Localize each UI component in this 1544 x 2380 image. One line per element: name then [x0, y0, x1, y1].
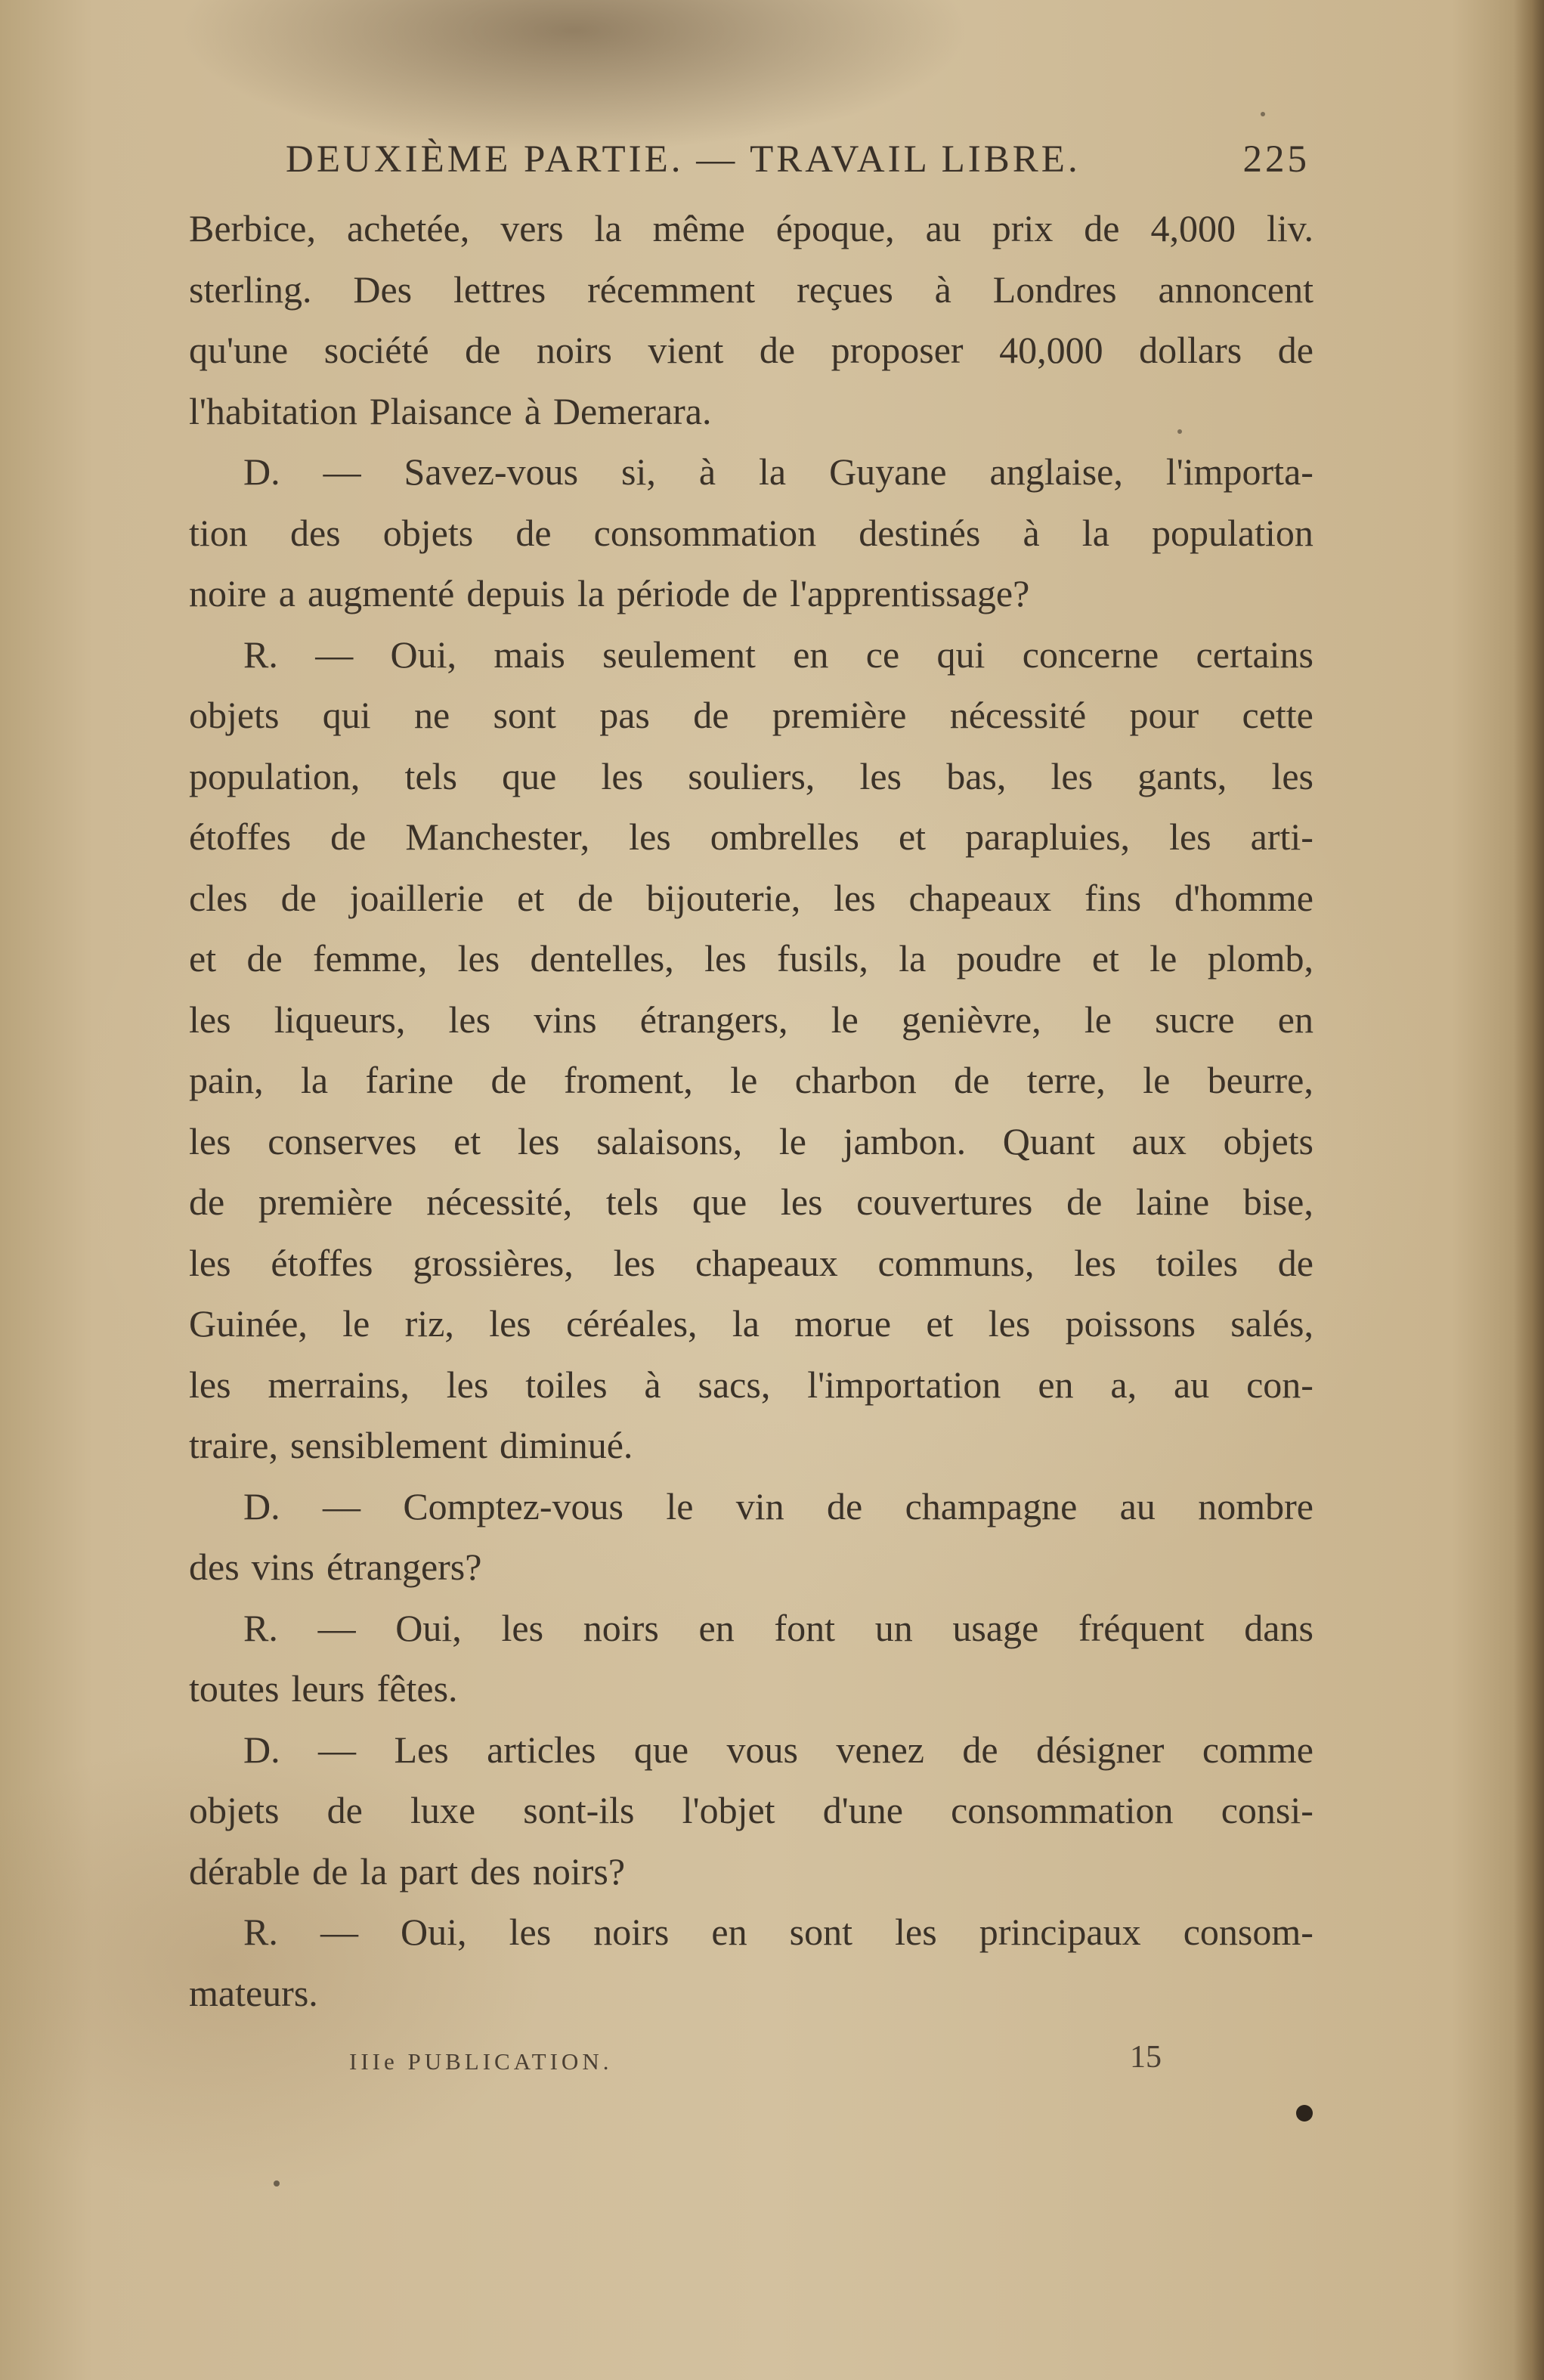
text-word: de	[1277, 329, 1313, 371]
ink-speck	[274, 2180, 280, 2187]
text-word: R.	[243, 633, 278, 676]
text-word: première	[258, 1181, 393, 1223]
ink-speck	[1177, 429, 1182, 434]
text-word: si,	[621, 450, 656, 493]
text-word: les	[189, 1119, 231, 1162]
text-word: qu'une	[189, 329, 289, 371]
text-word: Savez-vous	[404, 450, 579, 493]
text-word: vins	[534, 998, 597, 1041]
page-number: 225	[1242, 138, 1310, 181]
text-word: au	[925, 207, 961, 249]
text-word: liv.	[1266, 207, 1313, 249]
text-word: à	[1023, 511, 1040, 554]
text-word: étrangers?	[326, 1546, 482, 1588]
text-word: les	[489, 1302, 531, 1345]
text-word: qui	[936, 633, 985, 676]
text-word: Comptez-vous	[403, 1484, 623, 1527]
text-word: noirs	[593, 1911, 670, 1953]
text-line	[189, 746, 1313, 807]
text-word: ne	[414, 694, 450, 736]
text-word: a,	[1110, 1363, 1137, 1406]
text-word: objets	[189, 1789, 280, 1831]
text-word: de	[330, 816, 367, 858]
text-word: D.	[243, 1728, 280, 1771]
text-word: leurs	[291, 1667, 365, 1710]
text-word: la	[360, 1849, 388, 1893]
text-word: nécessité,	[426, 1181, 573, 1223]
text-word: traire,	[189, 1424, 278, 1466]
text-word: et	[898, 816, 927, 858]
text-word: comme	[1202, 1728, 1313, 1771]
text-word: la	[577, 572, 605, 614]
text-word: les	[1169, 816, 1211, 858]
text-word: de	[515, 511, 552, 554]
text-word: vers	[500, 207, 564, 249]
text-word: bijouterie,	[646, 876, 801, 919]
text-word: Demerara.	[552, 389, 712, 432]
text-word: les	[501, 1606, 544, 1649]
text-word: première	[772, 694, 907, 736]
text-word: en	[1038, 1363, 1074, 1406]
text-word: la	[759, 450, 787, 493]
text-word: Guinée,	[189, 1302, 308, 1345]
text-word: que	[633, 1728, 689, 1771]
text-word: souliers,	[688, 754, 815, 797]
text-word: société	[323, 329, 429, 371]
text-word: de	[954, 1059, 990, 1101]
text-word: Oui,	[390, 633, 457, 676]
text-word: des	[470, 1849, 521, 1893]
ink-speck	[1296, 2105, 1313, 2122]
text-line	[189, 1780, 1313, 1841]
text-word: consommation	[951, 1789, 1174, 1831]
text-word: Plaisance	[369, 389, 512, 432]
text-word: seulement	[602, 633, 756, 676]
text-word: dentelles,	[530, 937, 674, 980]
text-word: objets	[1223, 1119, 1313, 1162]
text-line	[189, 1537, 1313, 1598]
text-word: de	[280, 876, 317, 919]
text-word: 4,000	[1150, 207, 1236, 249]
text-word: D.	[243, 1484, 280, 1527]
text-word: grossières,	[413, 1241, 574, 1284]
text-word: l'habitation	[189, 389, 357, 432]
text-word: les	[517, 1119, 560, 1162]
text-word: morue	[794, 1302, 892, 1345]
text-word: vins	[251, 1546, 315, 1588]
text-line	[189, 1293, 1313, 1354]
text-word: bise,	[1242, 1181, 1313, 1223]
text-line	[189, 1598, 1313, 1659]
text-line	[189, 1902, 1313, 1963]
text-line	[189, 1476, 1313, 1537]
text-word: Manchester,	[405, 816, 590, 858]
text-line	[189, 563, 1313, 624]
text-word: vient	[648, 329, 724, 371]
text-word: font	[774, 1606, 835, 1649]
text-word: tion	[189, 511, 248, 554]
text-line	[189, 1415, 1313, 1476]
text-word: farine	[365, 1059, 454, 1101]
text-word: R.	[243, 1911, 278, 1953]
text-word: période	[616, 572, 730, 614]
text-word: le	[342, 1302, 370, 1345]
text-word: tels	[605, 1181, 659, 1223]
text-word: Les	[394, 1728, 449, 1771]
text-word: l'objet	[682, 1789, 775, 1831]
text-word: sont	[789, 1911, 853, 1953]
text-word: —	[317, 1606, 356, 1649]
text-word: à	[934, 268, 951, 311]
text-line	[189, 320, 1313, 381]
text-word: sensiblement	[289, 1424, 488, 1466]
text-word: conserves	[268, 1119, 417, 1162]
text-word: dollars	[1139, 329, 1242, 371]
text-line	[189, 1171, 1313, 1233]
text-word: achetée,	[346, 207, 470, 249]
text-word: annoncent	[1158, 268, 1313, 311]
running-title: DEUXIÈME PARTIE. — TRAVAIL LIBRE.	[286, 138, 1081, 181]
text-word: de	[827, 1484, 863, 1527]
text-word: dans	[1244, 1606, 1313, 1649]
text-word: le	[1149, 937, 1177, 980]
text-word: charbon	[794, 1059, 917, 1101]
text-word: les	[895, 1911, 937, 1953]
text-word: de	[693, 694, 729, 736]
text-word: sacs,	[698, 1363, 771, 1406]
text-word: merrains,	[268, 1363, 410, 1406]
text-line	[189, 1354, 1313, 1416]
text-word: les	[859, 754, 902, 797]
text-word: toutes	[189, 1667, 280, 1710]
text-word: de	[312, 1849, 348, 1893]
text-word: 40,000	[999, 329, 1103, 371]
text-line	[189, 928, 1313, 989]
text-word: la	[899, 937, 927, 980]
text-word: salés,	[1230, 1302, 1313, 1345]
text-word: destinés	[859, 511, 981, 554]
text-line	[189, 381, 1313, 442]
text-word: mateurs.	[189, 1971, 318, 2014]
text-word: de	[759, 329, 796, 371]
text-word: étoffes	[189, 816, 292, 858]
sheet-number: 15	[1130, 2040, 1162, 2075]
text-word: Quant	[1002, 1119, 1095, 1162]
text-word: toiles	[525, 1363, 608, 1406]
text-word: de	[246, 937, 283, 980]
text-word: à	[644, 1363, 661, 1406]
text-word: noirs	[583, 1606, 659, 1649]
text-word: les	[189, 1241, 231, 1284]
text-word: au	[1174, 1363, 1210, 1406]
text-word: désigner	[1036, 1728, 1165, 1771]
text-word: le	[1143, 1059, 1171, 1101]
text-line	[189, 989, 1313, 1051]
text-word: la	[732, 1302, 760, 1345]
text-word: chapeaux	[908, 876, 1052, 919]
text-word: que	[692, 1181, 747, 1223]
text-word: nécessité	[949, 694, 1087, 736]
text-word: consi-	[1221, 1789, 1313, 1831]
text-word: les	[613, 1241, 656, 1284]
text-word: fins	[1085, 876, 1142, 919]
text-word: reçues	[797, 268, 893, 311]
text-line	[189, 259, 1313, 320]
text-word: vous	[726, 1728, 798, 1771]
text-word: de	[741, 572, 778, 614]
text-word: étoffes	[271, 1241, 373, 1284]
text-word: le	[1084, 998, 1112, 1041]
text-word: de	[1084, 207, 1120, 249]
text-word: de	[962, 1728, 998, 1771]
text-word: en	[1277, 998, 1313, 1041]
text-word: un	[874, 1606, 913, 1649]
text-word: des	[289, 511, 341, 554]
text-word: les	[446, 1363, 489, 1406]
text-line	[189, 624, 1313, 686]
text-word: de	[490, 1059, 527, 1101]
text-word: population,	[189, 754, 360, 797]
text-word: terre,	[1026, 1059, 1106, 1101]
text-line	[189, 1841, 1313, 1902]
text-word: céréales,	[566, 1302, 698, 1345]
text-word: Londres	[992, 268, 1117, 311]
text-word: en	[698, 1606, 735, 1649]
text-word: et	[189, 937, 217, 980]
text-word: communs,	[877, 1241, 1035, 1284]
text-word: couvertures	[856, 1181, 1033, 1223]
text-word: joaillerie	[349, 876, 484, 919]
text-word: en	[711, 1911, 747, 1953]
text-word: cette	[1242, 694, 1313, 736]
text-line	[189, 1111, 1313, 1172]
text-word: l'importation	[807, 1363, 1001, 1406]
text-word: de	[1277, 1241, 1313, 1284]
text-word: qui	[322, 694, 371, 736]
text-line	[189, 868, 1313, 929]
text-word: sterling.	[189, 268, 312, 311]
text-word: —	[323, 450, 361, 493]
text-word: la	[594, 207, 622, 249]
text-word: usage	[952, 1606, 1039, 1649]
text-word: fréquent	[1078, 1606, 1205, 1649]
text-word: poudre	[956, 937, 1062, 980]
text-word: les	[457, 937, 500, 980]
text-word: ombrelles	[710, 816, 859, 858]
text-word: les	[189, 998, 231, 1041]
text-word: à	[524, 389, 541, 432]
text-word: l'apprentissage?	[790, 572, 1030, 614]
text-word: toiles	[1156, 1241, 1238, 1284]
running-header	[286, 138, 1310, 190]
text-word: salaisons,	[596, 1119, 743, 1162]
text-word: part	[399, 1849, 459, 1893]
text-word: ce	[865, 633, 900, 676]
text-word: pain,	[189, 1059, 264, 1101]
text-word: Des	[353, 268, 413, 311]
text-word: de	[1066, 1181, 1103, 1223]
text-word: récemment	[587, 268, 756, 311]
text-word: pour	[1129, 694, 1199, 736]
text-word: à	[698, 450, 716, 493]
text-word: dérable	[189, 1849, 301, 1893]
text-word: D.	[243, 450, 280, 493]
text-word: a	[278, 572, 295, 614]
text-word: Berbice,	[189, 207, 316, 249]
text-word: époque,	[775, 207, 895, 249]
text-word: prix	[992, 207, 1054, 249]
text-word: beurre,	[1207, 1059, 1313, 1101]
text-word: de	[189, 1181, 225, 1223]
text-word: aux	[1131, 1119, 1187, 1162]
text-word: depuis	[466, 572, 565, 614]
text-word: —	[315, 633, 354, 676]
text-word: liqueurs,	[274, 998, 406, 1041]
text-word: les	[834, 876, 876, 919]
text-word: cles	[189, 876, 248, 919]
text-word: laine	[1135, 1181, 1210, 1223]
text-word: lettres	[453, 268, 546, 311]
text-word: population	[1152, 511, 1313, 554]
ink-speck	[1261, 112, 1265, 116]
text-word: des	[189, 1546, 240, 1588]
text-word: tels	[404, 754, 457, 797]
text-line	[189, 1658, 1313, 1719]
text-word: sont	[493, 694, 556, 736]
text-word: anglaise,	[989, 450, 1123, 493]
text-word: arti-	[1250, 816, 1313, 858]
text-word: de	[577, 876, 614, 919]
text-word: concerne	[1022, 633, 1159, 676]
text-word: le	[666, 1484, 694, 1527]
text-word: gants,	[1137, 754, 1227, 797]
text-word: objets	[189, 694, 280, 736]
text-word: de	[465, 329, 501, 371]
text-word: principaux	[979, 1911, 1141, 1953]
text-word: que	[502, 754, 557, 797]
text-word: bas,	[946, 754, 1007, 797]
text-word: fêtes.	[376, 1667, 458, 1710]
text-word: en	[793, 633, 829, 676]
text-line	[189, 503, 1313, 564]
text-word: nombre	[1198, 1484, 1313, 1527]
text-word: con-	[1246, 1363, 1313, 1406]
text-line	[189, 1963, 1313, 2024]
signature-mark: IIIe PUBLICATION.	[349, 2048, 613, 2075]
text-word: les	[189, 1363, 231, 1406]
text-word: noire	[189, 572, 267, 614]
text-word: le	[778, 1119, 806, 1162]
text-word: les	[1074, 1241, 1116, 1284]
text-word: venez	[836, 1728, 924, 1771]
text-word: consommation	[593, 511, 817, 554]
text-word: sucre	[1155, 998, 1235, 1041]
text-word: le	[831, 998, 859, 1041]
text-line	[189, 1050, 1313, 1111]
text-word: pas	[599, 694, 650, 736]
text-word: champagne	[905, 1484, 1078, 1527]
text-word: parapluies,	[965, 816, 1131, 858]
text-word: vin	[735, 1484, 784, 1527]
page-spine-shadow	[1514, 0, 1544, 2380]
text-word: luxe	[410, 1789, 476, 1831]
text-word: —	[320, 1911, 358, 1953]
text-word: les	[601, 754, 644, 797]
text-line	[189, 806, 1313, 868]
text-word: consom-	[1183, 1911, 1313, 1953]
text-word: même	[652, 207, 745, 249]
text-word: Oui,	[395, 1606, 462, 1649]
text-word: diminué.	[500, 1424, 633, 1466]
text-word: mais	[494, 633, 565, 676]
text-word: genièvre,	[902, 998, 1041, 1041]
text-word: noirs?	[532, 1849, 626, 1893]
text-line	[189, 685, 1313, 746]
text-word: certains	[1196, 633, 1313, 676]
text-word: riz,	[404, 1302, 454, 1345]
text-word: —	[318, 1728, 357, 1771]
text-word: —	[322, 1484, 360, 1527]
text-word: le	[730, 1059, 758, 1101]
text-line	[189, 441, 1313, 503]
text-word: R.	[243, 1606, 278, 1649]
text-word: étrangers,	[639, 998, 788, 1041]
text-word: de	[326, 1789, 363, 1831]
text-word: augmenté	[307, 572, 455, 614]
text-word: les	[1050, 754, 1094, 797]
text-word: froment,	[564, 1059, 693, 1101]
body-text	[189, 198, 1313, 2023]
text-word: les	[988, 1302, 1031, 1345]
text-word: les	[629, 816, 671, 858]
text-line	[189, 1233, 1313, 1294]
text-word: fusils,	[777, 937, 868, 980]
text-word: la	[1081, 511, 1109, 554]
text-word: noirs	[536, 329, 612, 371]
text-word: au	[1119, 1484, 1156, 1527]
text-word: d'une	[822, 1789, 903, 1831]
text-word: articles	[487, 1728, 596, 1771]
text-word: la	[300, 1059, 329, 1101]
text-word: d'homme	[1174, 876, 1313, 919]
text-line	[189, 198, 1313, 259]
text-word: et	[926, 1302, 954, 1345]
text-word: chapeaux	[695, 1241, 838, 1284]
text-word: les	[704, 937, 747, 980]
text-word: les	[1271, 754, 1313, 797]
text-word: poissons	[1065, 1302, 1196, 1345]
text-word: sont-ils	[523, 1789, 635, 1831]
text-word: les	[509, 1911, 552, 1953]
text-word: plomb,	[1207, 937, 1313, 980]
text-word: les	[448, 998, 491, 1041]
text-word: l'importa-	[1165, 450, 1313, 493]
text-word: Guyane	[829, 450, 947, 493]
text-word: les	[780, 1181, 823, 1223]
text-word: et	[1091, 937, 1119, 980]
text-word: proposer	[831, 329, 964, 371]
text-word: et	[453, 1119, 481, 1162]
text-word: objets	[382, 511, 474, 554]
text-word: et	[517, 876, 545, 919]
text-word: femme,	[312, 937, 428, 980]
text-word: jambon.	[843, 1119, 967, 1162]
text-word: Oui,	[401, 1911, 467, 1953]
text-line	[189, 1719, 1313, 1781]
